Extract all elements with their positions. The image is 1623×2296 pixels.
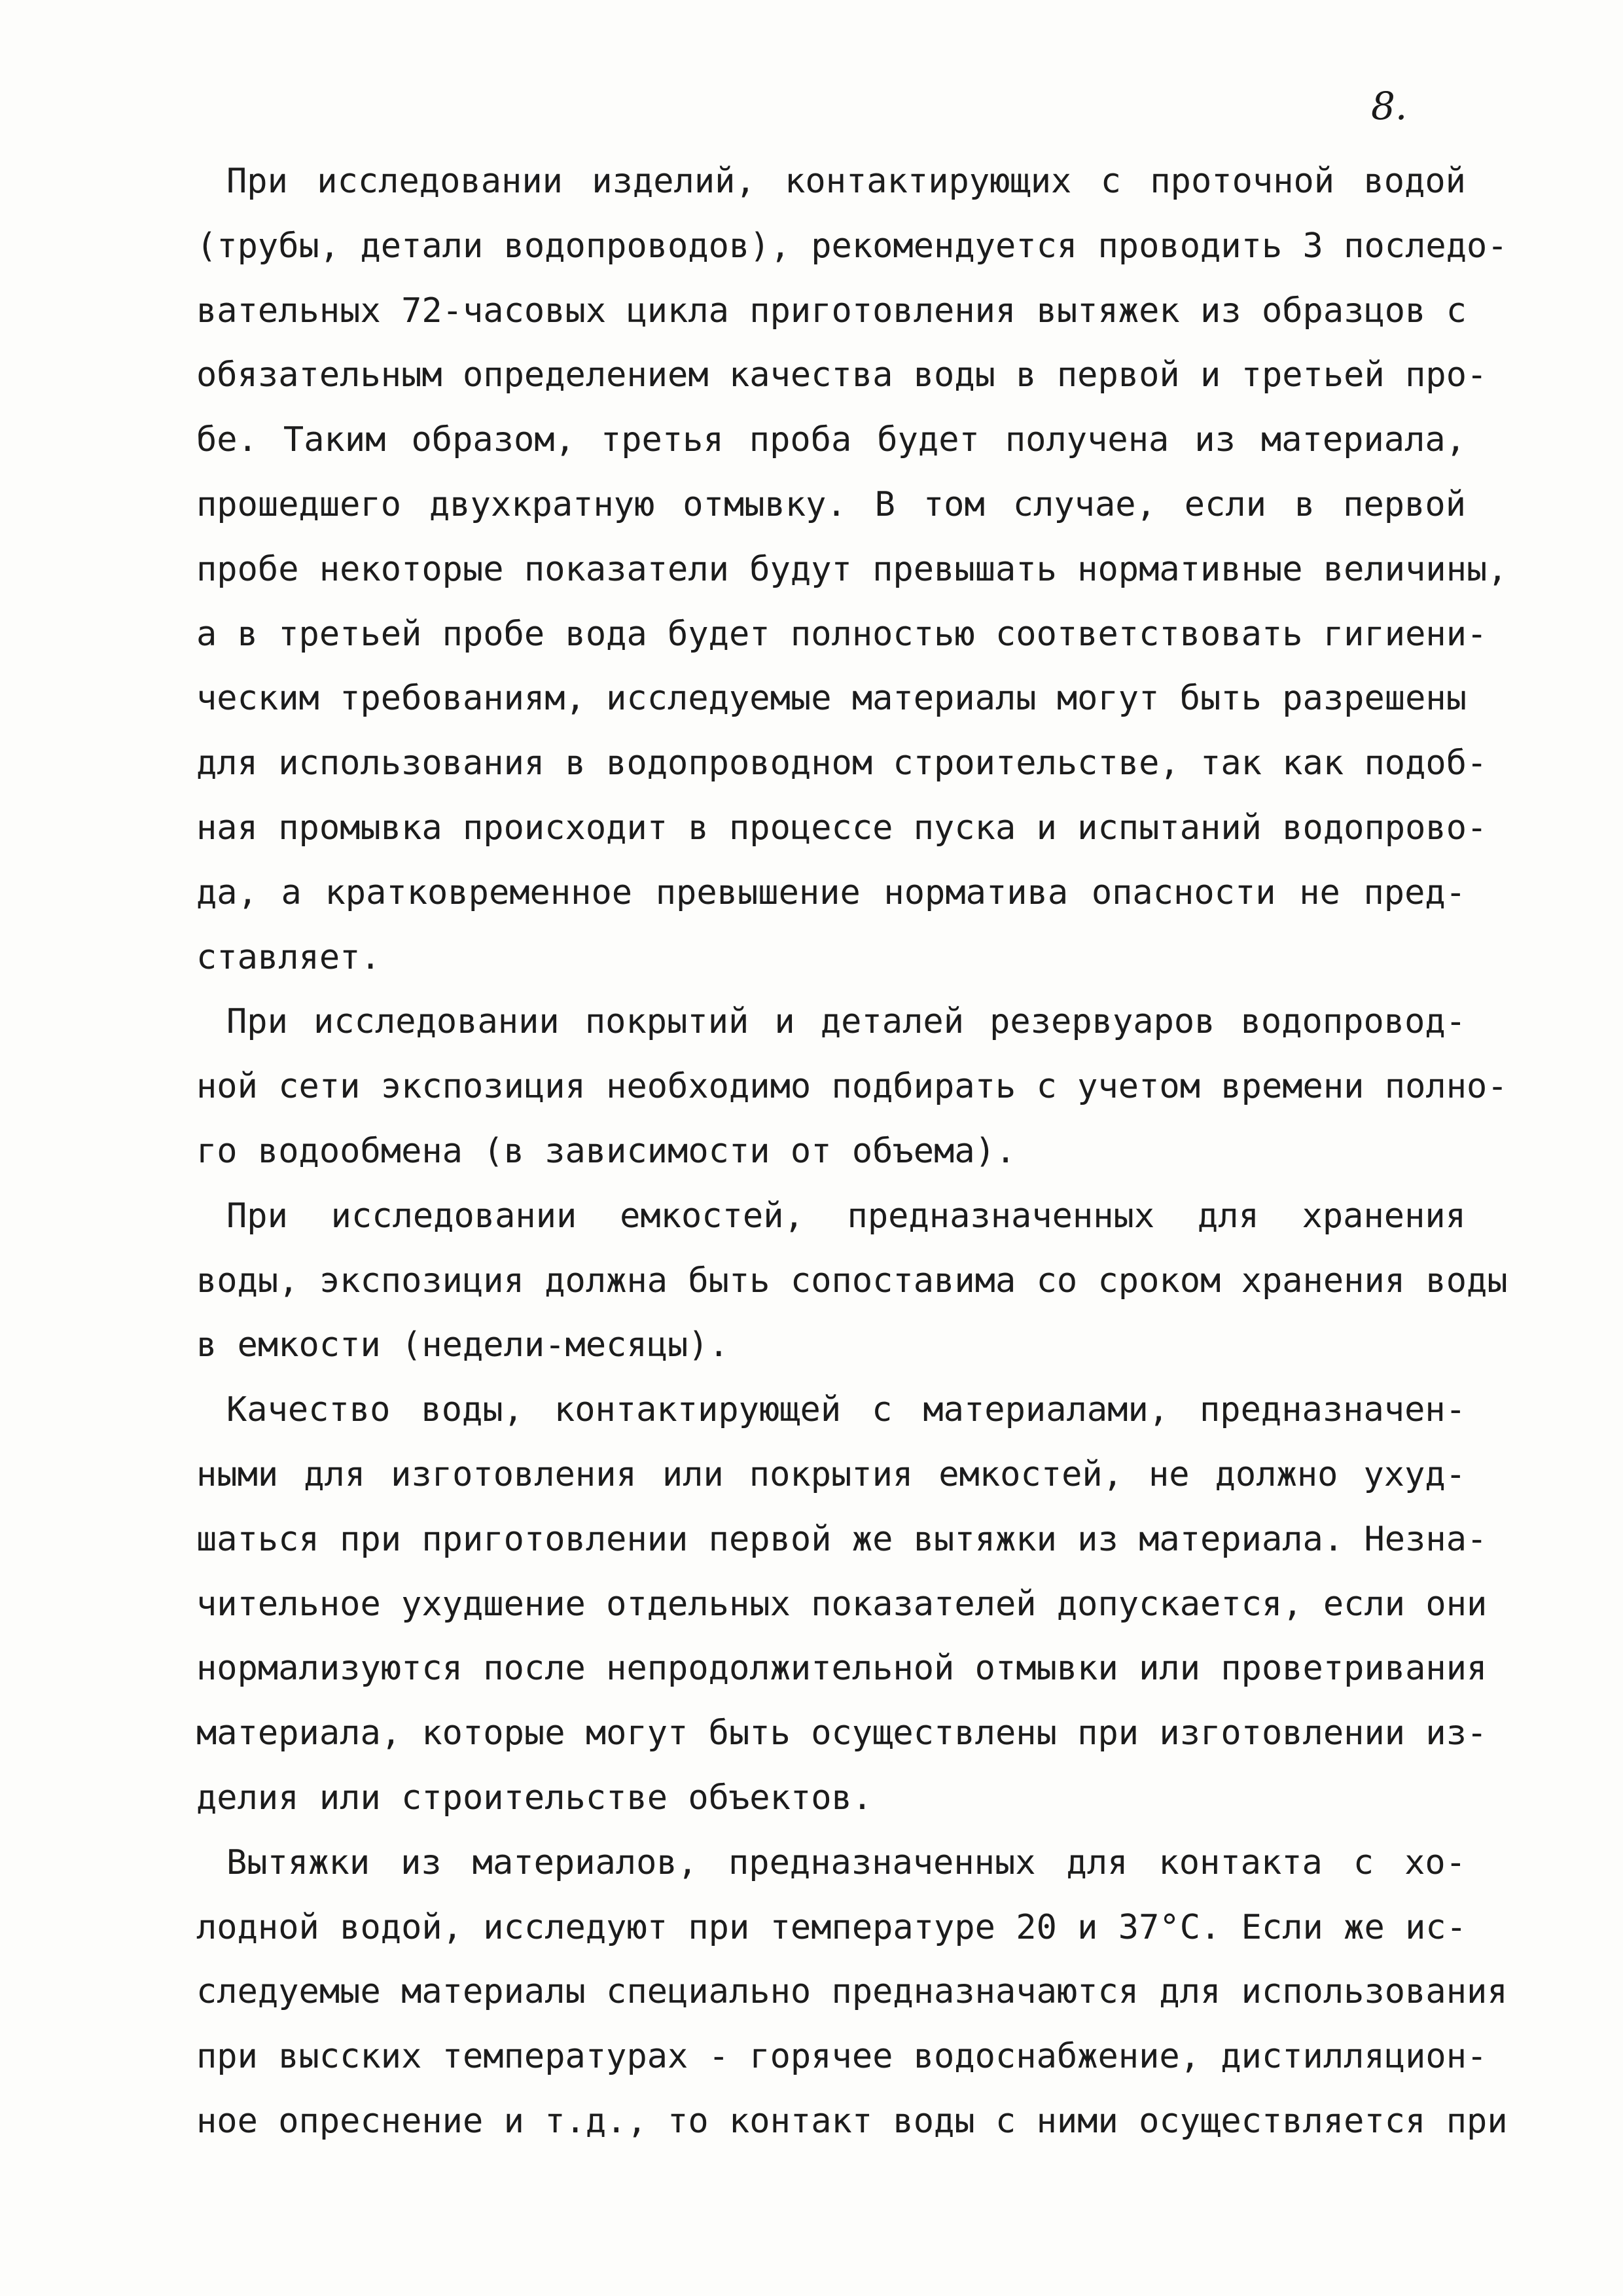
text-line: го водообмена (в зависимости от объема). [196, 1131, 1016, 1171]
text-line: прошедшего двухкратную отмывку. В том случае, если в первой [196, 484, 1466, 524]
text-line: При исследовании изделий, контактирующих с проточной водой [226, 162, 1466, 201]
text-line: бе. Таким образом, третья проба будет получена из материала, [196, 420, 1466, 460]
document-body [196, 149, 1508, 2154]
text-line: а в третьей пробе вода будет полностью соответствовать гигиени- [196, 614, 1488, 654]
text-line: (трубы, детали водопроводов), рекомендуется проводить 3 последо- [196, 226, 1508, 266]
paragraph-reservoirs [196, 990, 1508, 1183]
text-line: лодной водой, исследуют при температуре 20 и 37°С. Если же ис- [196, 1907, 1467, 1947]
text-line: для использования в водопроводном строительстве, так как подоб- [196, 744, 1488, 783]
text-line: обязательным определением качества воды в первой и третьей про- [196, 355, 1488, 395]
text-line: Вытяжки из материалов, предназначенных для контакта с хо- [226, 1842, 1466, 1882]
text-line: ставляет. [196, 937, 381, 977]
paragraph-storage-tanks [196, 1184, 1508, 1378]
text-line: ными для изготовления или покрытия емкостей, не должно ухуд- [196, 1454, 1466, 1494]
text-line: материала, которые могут быть осуществлены при изготовлении из- [196, 1713, 1488, 1753]
page-number: 8. [1371, 84, 1408, 128]
text-line: При исследовании покрытий и деталей резервуаров водопровод- [226, 1002, 1466, 1042]
text-line: следуемые материалы специально предназначаются для использования [196, 1972, 1508, 2012]
text-line: воды, экспозиция должна быть сопоставима со сроком хранения воды [196, 1261, 1508, 1300]
text-line: ческим требованиям, исследуемые материалы могут быть разрешены [196, 679, 1467, 719]
text-line: чительное ухудшение отдельных показателей допускается, если они [196, 1584, 1488, 1624]
text-line: Качество воды, контактирующей с материалами, предназначен- [226, 1390, 1466, 1430]
text-line: вательных 72-часовых цикла приготовления вытяжек из образцов с [196, 291, 1467, 331]
text-line: нормализуются после непродолжительной отмывки или проветривания [196, 1649, 1488, 1689]
text-line: делия или строительстве объектов. [196, 1778, 873, 1818]
text-line: ной сети экспозиция необходимо подбирать с учетом времени полно- [196, 1067, 1508, 1107]
text-line: шаться при приготовлении первой же вытяжки из материала. Незна- [196, 1519, 1488, 1559]
paragraph-water-pipes [196, 149, 1508, 990]
text-line: при высских температурах - горячее водоснабжение, дистилляцион- [196, 2037, 1488, 2077]
text-line: ная промывка происходит в процессе пуска и испытаний водопрово- [196, 808, 1488, 848]
text-line: При исследовании емкостей, предназначенных для хранения [226, 1196, 1466, 1236]
text-line: ное опреснение и т.д., то контакт воды с ними осуществляется при [196, 2101, 1508, 2141]
text-line: в емкости (недели-месяцы). [196, 1325, 729, 1365]
text-line: пробе некоторые показатели будут превышать нормативные величины, [196, 549, 1508, 589]
paragraph-water-quality [196, 1378, 1488, 1831]
paragraph-extracts-temperature [196, 1831, 1508, 2154]
text-line: да, а кратковременное превышение норматива опасности не пред- [196, 872, 1466, 912]
